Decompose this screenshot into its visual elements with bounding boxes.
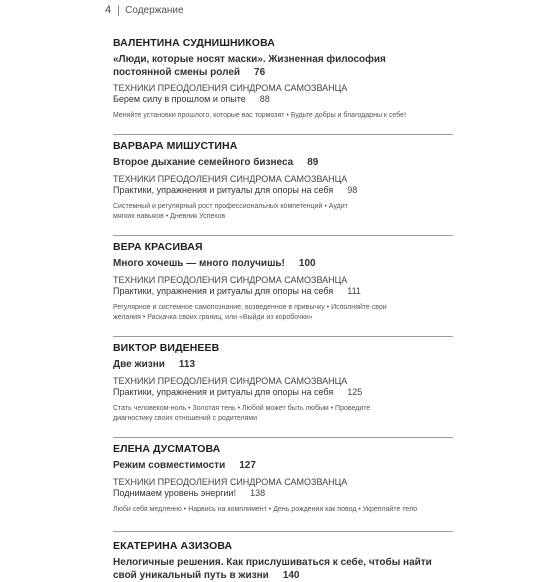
technique-heading: ТЕХНИКИ ПРЕОДОЛЕНИЯ СИНДРОМА САМОЗВАНЦА [113, 375, 348, 386]
toc-entry [113, 235, 453, 336]
toc-entry [113, 134, 453, 235]
chapter-page: 76 [254, 66, 266, 78]
technique-heading: ТЕХНИКИ ПРЕОДОЛЕНИЯ СИНДРОМА САМОЗВАНЦА [113, 274, 348, 285]
technique-page: 111 [347, 285, 361, 296]
chapter-title-text: Режим совместимости [113, 460, 226, 471]
section-title: Содержание [125, 4, 184, 16]
topic-list: Меняйте установки прошлого, которые вас тормозят • Будьте добры и благодарны к себе! [113, 112, 407, 119]
technique-subtitle [113, 286, 453, 297]
author-name: ВАРВАРА МИШУСТИНА [113, 140, 238, 152]
header-divider [118, 5, 119, 16]
technique-subtitle-text: Берем силу в прошлом и опыте [113, 94, 246, 104]
technique-heading: ТЕХНИКИ ПРЕОДОЛЕНИЯ СИНДРОМА САМОЗВАНЦА [113, 476, 348, 487]
technique-subtitle-text: Практики, упражнения и ритуалы для опоры на себя [113, 285, 334, 296]
technique-heading: ТЕХНИКИ ПРЕОДОЛЕНИЯ СИНДРОМА САМОЗВАНЦА [113, 173, 348, 184]
chapter-page: 100 [298, 258, 316, 269]
technique-subtitle [113, 94, 453, 105]
topic-list: Системный и регулярный рост профессиональных компетенций • Аудит мягких навыков • Дневник Успехов [113, 202, 348, 220]
technique-heading: ТЕХНИКИ ПРЕОДОЛЕНИЯ СИНДРОМА САМОЗВАНЦА [113, 83, 348, 93]
chapter-title-text: Много хочешь — много получишь! [113, 258, 285, 269]
author-name: ВИКТОР ВИДЕНЕЕВ [113, 342, 220, 354]
technique-page: 138 [250, 487, 266, 498]
chapter-title [113, 557, 443, 582]
toc-entry [113, 531, 453, 582]
topic-list: Регулярное и системное самопознание, возведенное в привычку • Исполняйте свои желания • Раскачка своих границ, или «Выйди из коробочки» [113, 303, 387, 321]
author-name: ЕЛЕНА ДУСМАТОВА [113, 443, 221, 455]
technique-subtitle-text: Поднимаем уровень энергии! [113, 487, 237, 498]
chapter-title-text: «Люди, которые носят маски». Жизненная философия постоянной смены ролей [113, 54, 386, 78]
chapter-title [113, 460, 453, 473]
table-of-contents [113, 37, 453, 582]
chapter-title [113, 359, 453, 372]
chapter-title [113, 54, 443, 79]
toc-entry [113, 437, 453, 531]
technique-subtitle [113, 488, 453, 499]
chapter-title-text: Второе дыхание семейного бизнеса [113, 157, 294, 168]
toc-entry [113, 37, 453, 134]
technique-subtitle [113, 185, 453, 196]
technique-page: 88 [259, 94, 270, 104]
page-header [105, 4, 184, 16]
chapter-title [113, 157, 453, 170]
toc-entry [113, 336, 453, 437]
chapter-page: 140 [282, 569, 300, 581]
technique-subtitle-text: Практики, упражнения и ритуалы для опоры на себя [113, 184, 334, 195]
page-number: 4 [105, 4, 112, 16]
technique-page: 125 [347, 386, 363, 397]
technique-subtitle-text: Практики, упражнения и ритуалы для опоры на себя [113, 386, 334, 397]
technique-subtitle [113, 387, 453, 398]
technique-page: 98 [347, 184, 358, 195]
chapter-title-text: Нелогичные решения. Как прислушиваться к себе, чтобы найти свой уникальный путь в жизни [113, 557, 432, 581]
author-name: ВЕРА КРАСИВАЯ [113, 241, 203, 253]
topic-list: Стать человеком-ноль • Золотая тень • Любой может быть любым • Проведите диагностику своих отношений с родителями [113, 404, 371, 422]
chapter-title [113, 258, 453, 271]
author-name: ЕКАТЕРИНА АЗИЗОВА [113, 540, 233, 552]
author-name: ВАЛЕНТИНА СУДНИШНИКОВА [113, 37, 275, 49]
chapter-page: 127 [239, 460, 256, 471]
topic-list: Люби себя медленно • Нарвись на комплимент • День рождения как повод • Укрепляйте тело [113, 505, 418, 513]
chapter-title-text: Две жизни [113, 359, 165, 370]
chapter-page: 89 [307, 157, 319, 168]
chapter-page: 113 [178, 359, 196, 370]
